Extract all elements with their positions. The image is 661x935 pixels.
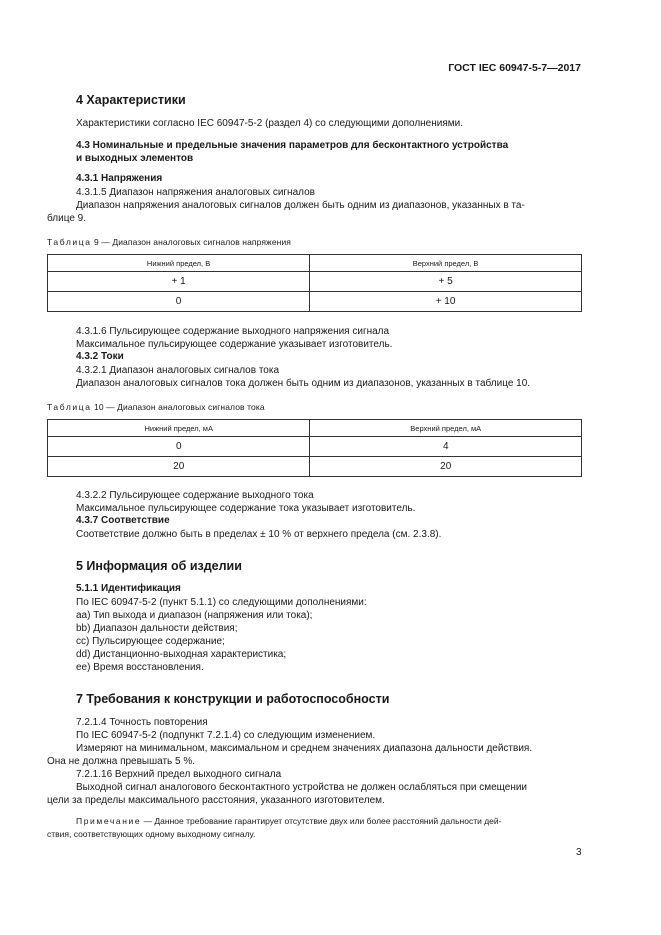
subsection-4-3-7-title: 4.3.7 Соответствие bbox=[76, 515, 170, 526]
list-item: аа) Тип выхода и диапазон (напряжения или тока); bbox=[76, 610, 313, 621]
voltage-range-text-line1: Диапазон напряжения аналоговых сигналов должен быть одним из диапазонов, указанных в та- bbox=[76, 200, 525, 211]
list-item: ее) Время восстановления. bbox=[76, 662, 204, 673]
table-header-row bbox=[48, 420, 582, 437]
table-10-caption-word: Таблица bbox=[47, 402, 92, 412]
subsection-5-1-1-title: 5.1.1 Идентификация bbox=[76, 583, 181, 594]
document-designation: ГОСТ IEC 60947-5-7—2017 bbox=[448, 62, 581, 74]
table-cell: 4 bbox=[310, 437, 582, 457]
table-header-row bbox=[48, 255, 582, 272]
clause-4-3-1-6: 4.3.1.6 Пульсирующее содержание выходного напряжения сигнала bbox=[76, 326, 390, 337]
clause-4-3-2-2: 4.3.2.2 Пульсирующее содержание выходного тока bbox=[76, 490, 314, 501]
table-cell: 0 bbox=[48, 437, 310, 457]
table-cell: + 10 bbox=[310, 292, 582, 312]
subsection-4-3-2-title: 4.3.2 Токи bbox=[76, 351, 124, 362]
table-cell: 20 bbox=[48, 457, 310, 477]
output-text-line1: Выходной сигнал аналогового бесконтактного устройства не должен ослабляться при смещении bbox=[76, 782, 528, 793]
section-4-title: 4 Характеристики bbox=[76, 93, 186, 107]
table-cell: 0 bbox=[48, 292, 310, 312]
clause-7-2-1-16: 7.2.1.16 Верхний предел выходного сигнала bbox=[76, 769, 282, 780]
clause-4-3-1-5: 4.3.1.5 Диапазон напряжения аналоговых сигналов bbox=[76, 187, 315, 198]
measure-text-line1: Измеряют на минимальном, максимальном и среднем значениях диапазона дальности действия. bbox=[76, 743, 533, 754]
table-10-caption bbox=[47, 402, 265, 412]
list-item: dd) Дистанционно-выходная характеристика; bbox=[76, 649, 287, 660]
page-number: 3 bbox=[576, 847, 582, 858]
clause-4-3-2-1-text: Диапазон аналоговых сигналов тока должен быть одним из диапазонов, указанных в таблице 10. bbox=[76, 378, 531, 389]
clause-4-3-1-6-text: Максимальное пульсирующее содержание указывает изготовитель. bbox=[76, 339, 393, 350]
output-text-line2: цели за пределы максимального расстояния, указанного изготовителем. bbox=[47, 795, 385, 806]
subsection-4-3-title-line2: и выходных элементов bbox=[76, 153, 194, 164]
note-line1 bbox=[76, 815, 502, 828]
table-cell: + 1 bbox=[48, 272, 310, 292]
table-10 bbox=[47, 419, 582, 477]
clause-4-3-2-1: 4.3.2.1 Диапазон аналоговых сигналов тока bbox=[76, 365, 280, 376]
table-row bbox=[48, 272, 582, 292]
clause-4-3-7-text: Соответствие должно быть в пределах ± 10 % от верхнего предела (см. 2.3.8). bbox=[76, 529, 442, 540]
voltage-range-text-line2: блице 9. bbox=[47, 213, 86, 224]
subsection-4-3-title-line1: 4.3 Номинальные и предельные значения параметров для бесконтактного устройства bbox=[76, 140, 509, 151]
section-4-intro: Характеристики согласно IEC 60947-5-2 (раздел 4) со следующими дополнениями. bbox=[76, 118, 464, 129]
measure-text-line2: Она не должна превышать 5 %. bbox=[47, 756, 196, 767]
table-9-header-upper: Верхний предел, В bbox=[310, 255, 582, 272]
table-10-header-upper: Верхний предел, мА bbox=[310, 420, 582, 437]
table-row bbox=[48, 437, 582, 457]
section-5-intro: По IEC 60947-5-2 (пункт 5.1.1) со следующими дополнениями: bbox=[76, 597, 367, 608]
table-row bbox=[48, 457, 582, 477]
note-text-line1: — Данное требование гарантирует отсутствие двух или более расстояний дальности дей- bbox=[141, 816, 502, 826]
table-9-caption-text: 9 — Диапазон аналоговых сигналов напряжения bbox=[94, 237, 292, 247]
table-cell: + 5 bbox=[310, 272, 582, 292]
table-10-caption-text: 10 — Диапазон аналоговых сигналов тока bbox=[94, 402, 265, 412]
table-9 bbox=[47, 254, 582, 312]
table-10-header-lower: Нижний предел, мА bbox=[48, 420, 310, 437]
note-word: Примечание bbox=[76, 816, 142, 826]
subsection-4-3-1-title: 4.3.1 Напряжения bbox=[76, 173, 163, 184]
list-item: сс) Пульсирующее содержание; bbox=[76, 636, 225, 647]
clause-7-2-1-4-intro: По IEC 60947-5-2 (подпункт 7.2.1.4) со следующим изменением. bbox=[76, 730, 376, 741]
list-item: bb) Диапазон дальности действия; bbox=[76, 623, 238, 634]
clause-7-2-1-4: 7.2.1.4 Точность повторения bbox=[76, 717, 208, 728]
table-9-caption bbox=[47, 237, 291, 247]
table-row bbox=[48, 292, 582, 312]
clause-4-3-2-2-text: Максимальное пульсирующее содержание тока указывает изготовитель. bbox=[76, 503, 416, 514]
table-9-caption-word: Таблица bbox=[47, 237, 92, 247]
section-5-title: 5 Информация об изделии bbox=[76, 559, 242, 573]
note-text-line2: ствия, соответствующих одному выходному сигналу. bbox=[47, 829, 256, 839]
table-cell: 20 bbox=[310, 457, 582, 477]
section-7-title: 7 Требования к конструкции и работоспособности bbox=[76, 692, 390, 706]
table-9-header-lower: Нижний предел, В bbox=[48, 255, 310, 272]
